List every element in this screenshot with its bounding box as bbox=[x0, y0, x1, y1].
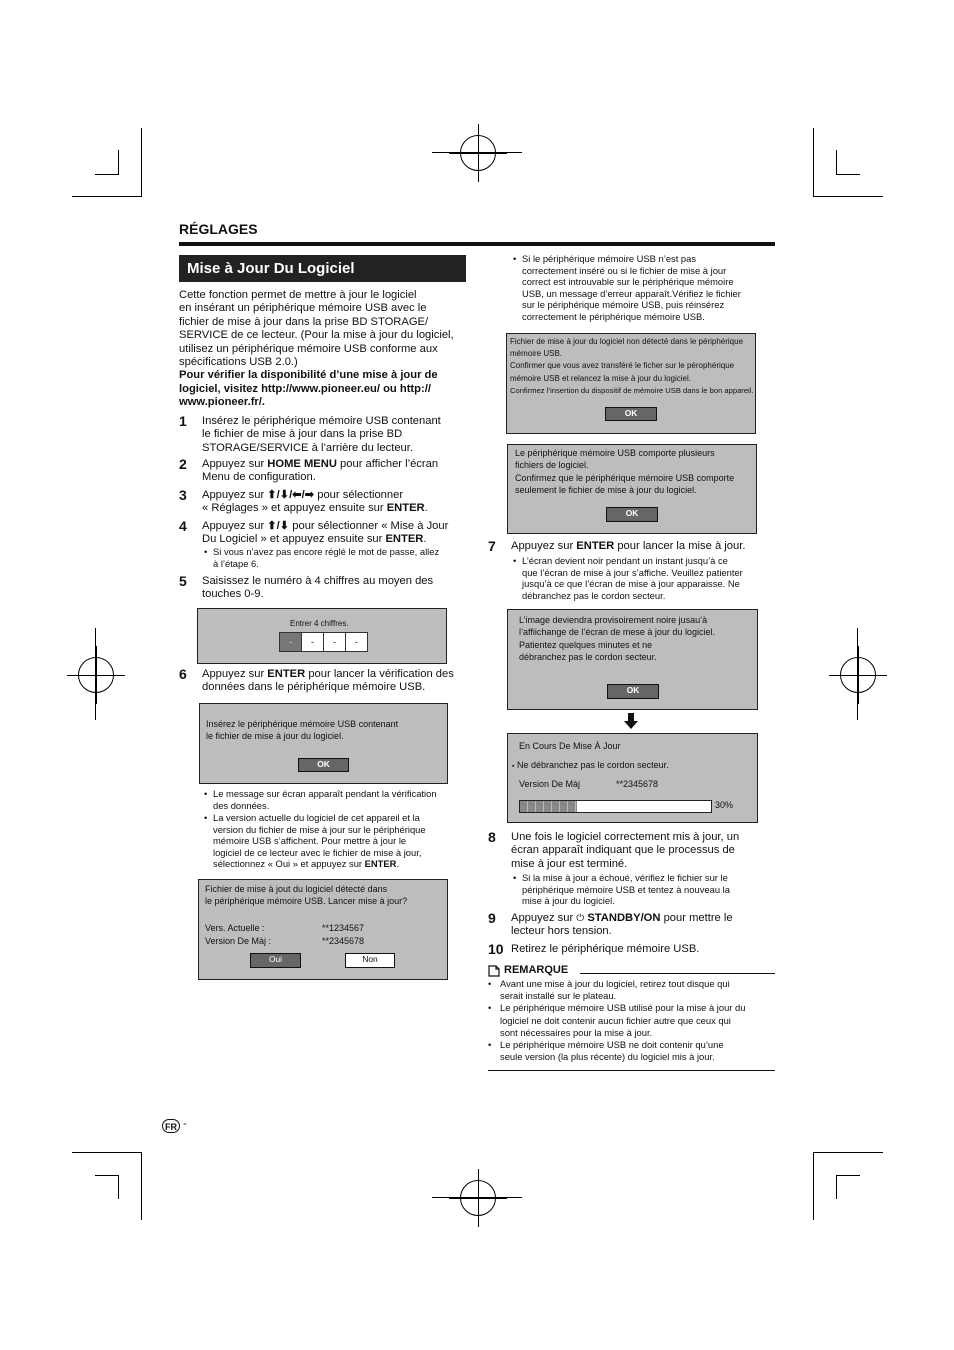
pin-cell[interactable]: - bbox=[302, 632, 324, 652]
intro-paragraph: Cette fonction permet de mettre à jour le logiciel en insérant un périphérique mémoire USB avec le fichier de mise à jour dans la prise BD STORAGE/ SERVICE de ce lecteur. (Pour la mise à jour du logiciel, utilisez un périphérique mémoire USB conforme aux spécifications USB 2.0.) Pour vérifier la disponibilité d’une mise à jour de logiciel, visitez http://www.pioneer.eu/ ou http:// www.pioneer.fr/. bbox=[179, 289, 454, 409]
list-item: • Le périphérique mémoire USB utilisé pour la mise à jour du logiciel ne doit contenir aucun fichier autre que ceux qui sont nécessaires pour la mise à jour. bbox=[488, 1002, 746, 1038]
progress-fill bbox=[520, 801, 577, 812]
pin-entry-screen bbox=[197, 608, 447, 664]
version-note: • La version actuelle du logiciel de cet appareil et la version du fichier de mise à jour sur le périphérique mémoire USB s’affichent. Pour mettre à jour le logiciel de ce lecteur avec le fichier de mise à jour, sélectionnez « Oui » et appuyez sur ENTER. bbox=[213, 812, 468, 870]
remarque-rule bbox=[488, 1070, 775, 1071]
insert-usb-screen: Insérez le périphérique mémoire USB contenant le fichier de mise à jour du logiciel. OK bbox=[199, 703, 448, 784]
list-item: • Le périphérique mémoire USB ne doit contenir qu’une seule version (la plus récente) du logiciel mis à jour. bbox=[488, 1039, 724, 1063]
registration-mark-bottom bbox=[460, 1180, 496, 1216]
file-not-found-screen: Fichier de mise à jour du logiciel non détecté dans le périphérique mémoire USB. Confirmer que vous avez transféré le ficher sur le pérophérique mémoire USB et relancez la mise à jour du logiciel. Confirmez l’insertion du dispositif de mémoire USB dans le bon appareil. OK bbox=[506, 333, 756, 434]
update-detected-screen: Fichier de mise à jout du logiciel détecté dans le périphérique mémoire USB. Lancer mise à jour? Vers. Actuelle : **1234567 Version De Màj : **2345678 Oui Non bbox=[198, 879, 448, 980]
arrow-keys-icon: ⬆/⬇/⬅/➡ bbox=[267, 489, 315, 501]
page-number: - bbox=[183, 1118, 187, 1130]
page-title: Mise à Jour Du Logiciel bbox=[179, 255, 466, 282]
section-heading: RÉGLAGES bbox=[179, 221, 258, 237]
update-progress-screen: En Cours De Mise À Jour ▪ Ne débranchez pas le cordon secteur. Version De Màj **2345678 30% bbox=[507, 733, 758, 823]
pin-cell[interactable]: - bbox=[324, 632, 346, 652]
yes-button[interactable]: Oui bbox=[250, 953, 301, 968]
step-7-note: • L’écran devient noir pendant un instant jusqu’à ce que l’écran de mise à jour s’affiche. Veuillez patienter jusqu’à ce que l’écran de mise à jour apparaisse. Ne débranchez pas le cordon secteur. bbox=[522, 555, 774, 601]
step-8-note: • Si la mise à jour a échoué, vérifiez le fichier sur le périphérique mémoire USB et tentez à nouveau la mise à jour du logiciel. bbox=[522, 872, 774, 907]
ok-button[interactable]: OK bbox=[607, 684, 659, 699]
pin-cell[interactable]: - bbox=[279, 632, 302, 652]
pin-cells bbox=[279, 632, 368, 652]
bullet-marker: ▪ bbox=[512, 763, 515, 770]
remarque-heading: REMARQUE bbox=[488, 964, 775, 978]
ok-button[interactable]: OK bbox=[606, 507, 658, 522]
progress-bar bbox=[519, 800, 712, 813]
usb-error-note: • Si le périphérique mémoire USB n’est pas correctement inséré ou si le fichier de mise à jour correct est introuvable sur le périphérique mémoire USB, un message d’erreur apparaît.Vérifiez le fichier sur le périphérique mémoire USB, puis réinsérez correctement le périphérique mémoire USB. bbox=[522, 253, 772, 323]
multiple-files-screen: Le périphérique mémoire USB comporte plusieurs fichiers de logiciel. Confirmez que le périphérique mémoire USB comporte seulement le fichier de mise à jour du logiciel. OK bbox=[507, 444, 757, 534]
wait-notice-screen: L’image deviendra provisoirement noire jusau’à l’affiichange de l’écran de mese à jour du logiciel. Patientez quelques minutes et ne débranchez pas le cordon secteur. OK bbox=[507, 609, 758, 710]
registration-mark-top bbox=[460, 135, 496, 171]
registration-mark-left bbox=[78, 657, 114, 693]
step-4-note: • Si vous n’avez pas encore réglé le mot de passe, allez à l’étape 6. bbox=[213, 546, 468, 569]
arrow-keys-icon: ⬆/⬇ bbox=[267, 520, 290, 532]
verification-note: • Le message sur écran apparaît pendant la vérification des données. bbox=[213, 788, 468, 811]
list-item: • Avant une mise à jour du logiciel, retirez tout disque qui serait installé sur le plateau. bbox=[488, 978, 730, 1002]
pin-cell[interactable]: - bbox=[346, 632, 368, 652]
ok-button[interactable]: OK bbox=[298, 758, 349, 772]
arrow-down-icon bbox=[624, 713, 638, 729]
remarque-list bbox=[488, 978, 775, 1063]
ok-button[interactable]: OK bbox=[605, 407, 657, 421]
power-icon: ⏻ bbox=[576, 913, 585, 924]
fr-language-badge: FR bbox=[162, 1119, 180, 1133]
pin-label: Entrer 4 chiffres. bbox=[290, 619, 349, 628]
note-icon bbox=[488, 965, 500, 977]
no-button[interactable]: Non bbox=[345, 953, 395, 968]
header-rule bbox=[179, 242, 775, 246]
registration-mark-right bbox=[840, 657, 876, 693]
